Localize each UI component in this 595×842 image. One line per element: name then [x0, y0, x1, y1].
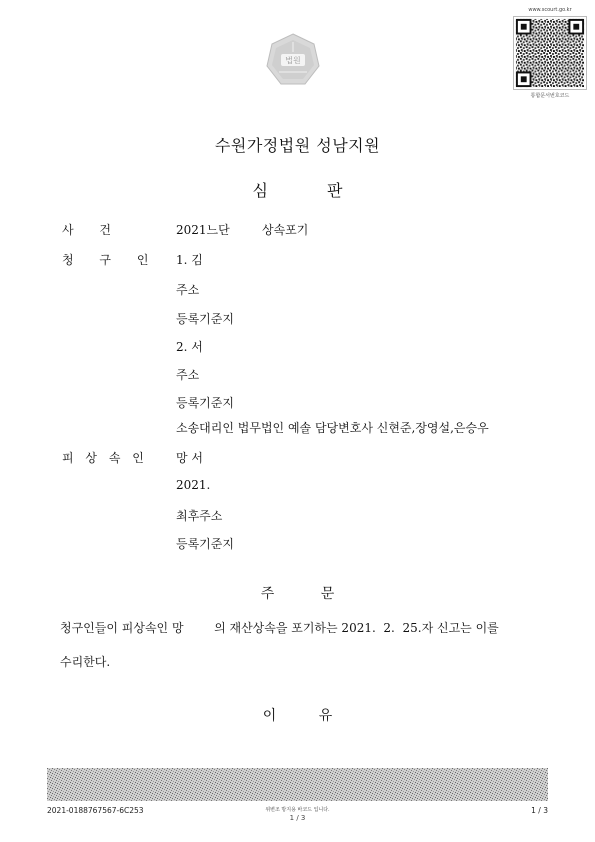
claimant-line: 등록기준지: [176, 312, 234, 326]
claimant-line: 1. 김: [176, 253, 203, 267]
ruling-text-continued: 수리한다.: [60, 655, 111, 669]
qr-code-icon: [513, 16, 587, 90]
case-number: 2021느단: [176, 223, 230, 237]
ruling-heading: 주 문: [260, 586, 335, 602]
qr-url: www.scourt.go.kr: [528, 7, 572, 13]
claimant-line: 주소: [176, 283, 200, 297]
case-label: 사 건: [62, 223, 111, 237]
document-number: 2021-0188767567-6C253: [47, 806, 144, 815]
court-emblem-icon: [265, 32, 321, 88]
case-type: 상속포기: [262, 223, 309, 237]
ruling-text: 청구인들이 피상속인 망 의 재산상속을 포기하는 2021. 2. 25.자 신고는 이를: [60, 621, 499, 635]
barcode-band-icon: [47, 768, 548, 801]
court-name: 수원가정법원 성남지원: [214, 136, 381, 155]
emblem-text: 법원: [285, 56, 301, 65]
deceased-line: 최후주소: [176, 509, 223, 523]
document-title: 심 판: [252, 181, 343, 200]
claimant-line: 2. 서: [176, 340, 203, 354]
reason-heading: 이 유: [262, 708, 333, 724]
page-count: 1 / 3: [531, 806, 548, 815]
claimant-label: 청 구 인: [62, 253, 149, 267]
deceased-line: 망 서: [176, 451, 203, 465]
claimant-line: 주소: [176, 368, 200, 382]
claimant-line: 등록기준지: [176, 396, 234, 410]
deceased-label: 피 상 속 인: [62, 451, 144, 465]
barcode-note: 위변조 방지용 바코드 입니다.: [265, 807, 330, 813]
qr-caption: 통합문서번호코드: [530, 93, 570, 99]
deceased-line: 2021.: [176, 478, 211, 492]
page-indicator-center: 1 / 3: [289, 814, 306, 822]
claimant-attorney-line: 소송대리인 법무법인 예솔 담당변호사 신현준,장영설,은승우: [176, 421, 489, 435]
deceased-line: 등록기준지: [176, 537, 234, 551]
